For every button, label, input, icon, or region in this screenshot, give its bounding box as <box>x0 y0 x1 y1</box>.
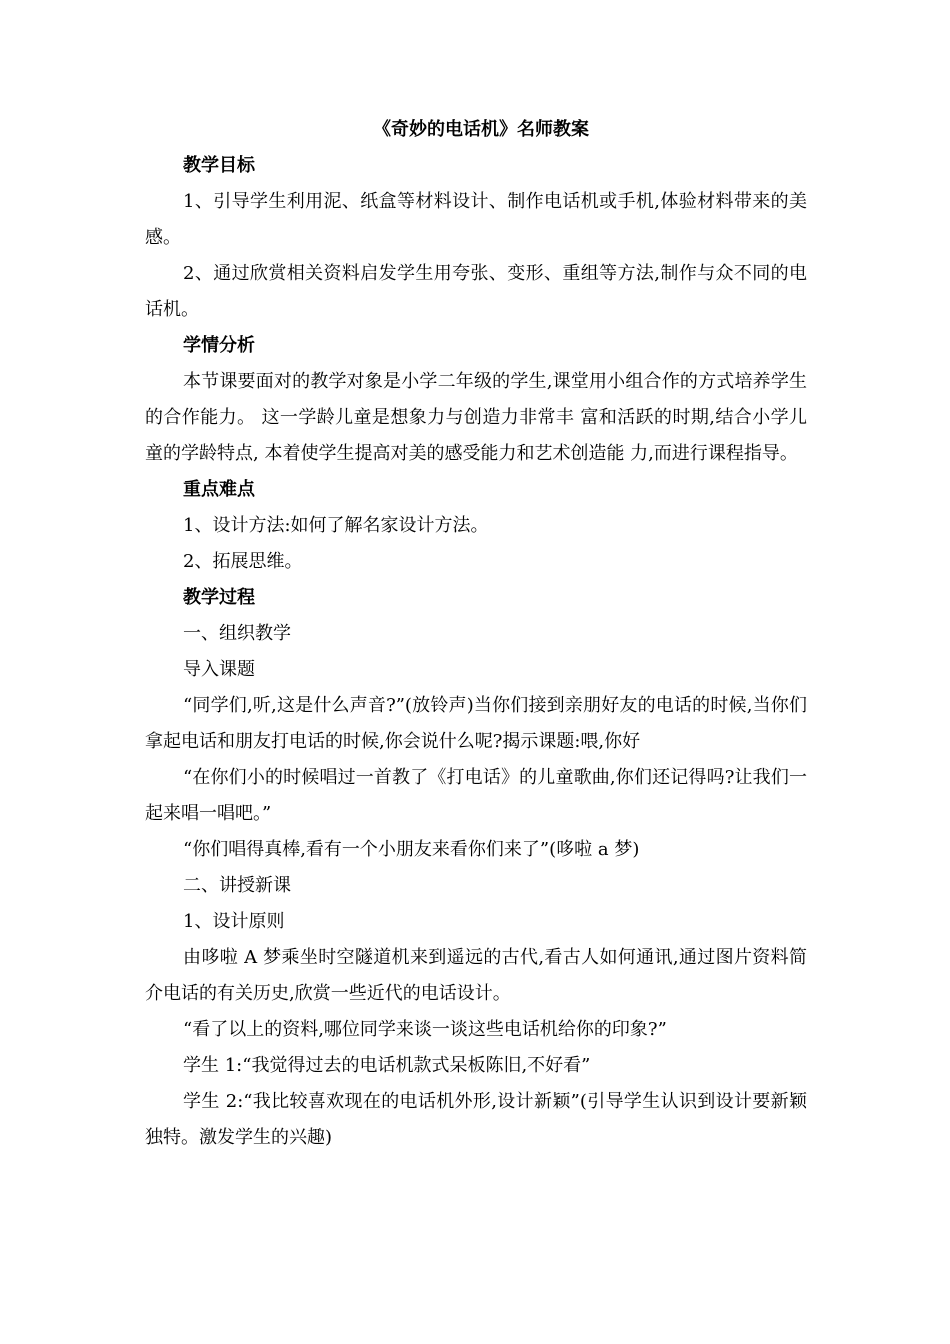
paragraph: “同学们,听,这是什么声音?”(放铃声)当你们接到亲朋好友的电话的时候,当你们拿起电话和朋友打电话的时候,你会说什么呢?揭示课题:喂,你好 <box>145 695 807 752</box>
paragraph: 由哆啦 A 梦乘坐时空隧道机来到遥远的古代,看古人如何通讯,通过图片资料简介电话的有关历史,欣赏一些近代的电话设计。 <box>145 947 807 1004</box>
paragraph: 2、通过欣赏相关资料启发学生用夸张、变形、重组等方法,制作与众不同的电话机。 <box>145 263 807 320</box>
paragraph: “看了以上的资料,哪位同学来谈一谈这些电话机给你的印象?” <box>183 1019 667 1040</box>
paragraph: 1、引导学生利用泥、纸盒等材料设计、制作电话机或手机,体验材料带来的美感。 <box>145 191 807 248</box>
paragraph: 学生 1:“我觉得过去的电话机款式呆板陈旧,不好看” <box>183 1055 591 1076</box>
paragraph: “你们唱得真棒,看有一个小朋友来看你们来了”(哆啦 a 梦) <box>183 839 640 860</box>
paragraph: 1、设计原则 <box>183 911 285 932</box>
section-heading-teaching-goals: 教学目标 <box>183 155 255 176</box>
paragraph: 学生 2:“我比较喜欢现在的电话机外形,设计新颖”(引导学生认识到设计要新颖独特。激发学生的兴趣) <box>145 1091 807 1148</box>
paragraph: 1、设计方法:如何了解名家设计方法。 <box>183 515 489 536</box>
document-body <box>145 112 807 1156</box>
paragraph: 导入课题 <box>183 659 255 680</box>
paragraph: “在你们小的时候唱过一首教了《打电话》的儿童歌曲,你们还记得吗?让我们一起来唱一唱吧。” <box>145 767 807 824</box>
paragraph: 一、组织教学 <box>183 623 291 644</box>
paragraph: 二、讲授新课 <box>183 875 291 896</box>
section-heading-student-analysis: 学情分析 <box>183 335 255 356</box>
section-heading-teaching-process: 教学过程 <box>183 587 255 608</box>
document-title: 《奇妙的电话机》名师教案 <box>373 119 589 140</box>
paragraph: 本节课要面对的教学对象是小学二年级的学生,课堂用小组合作的方式培养学生的合作能力。 这一学龄儿童是想象力与创造力非常丰 富和活跃的时期,结合小学儿童的学龄特点, 本着使学生提高对美的感受能力和艺术创造能 力,而进行课程指导。 <box>145 371 807 464</box>
section-heading-key-points: 重点难点 <box>183 479 255 500</box>
paragraph: 2、拓展思维。 <box>183 551 303 572</box>
